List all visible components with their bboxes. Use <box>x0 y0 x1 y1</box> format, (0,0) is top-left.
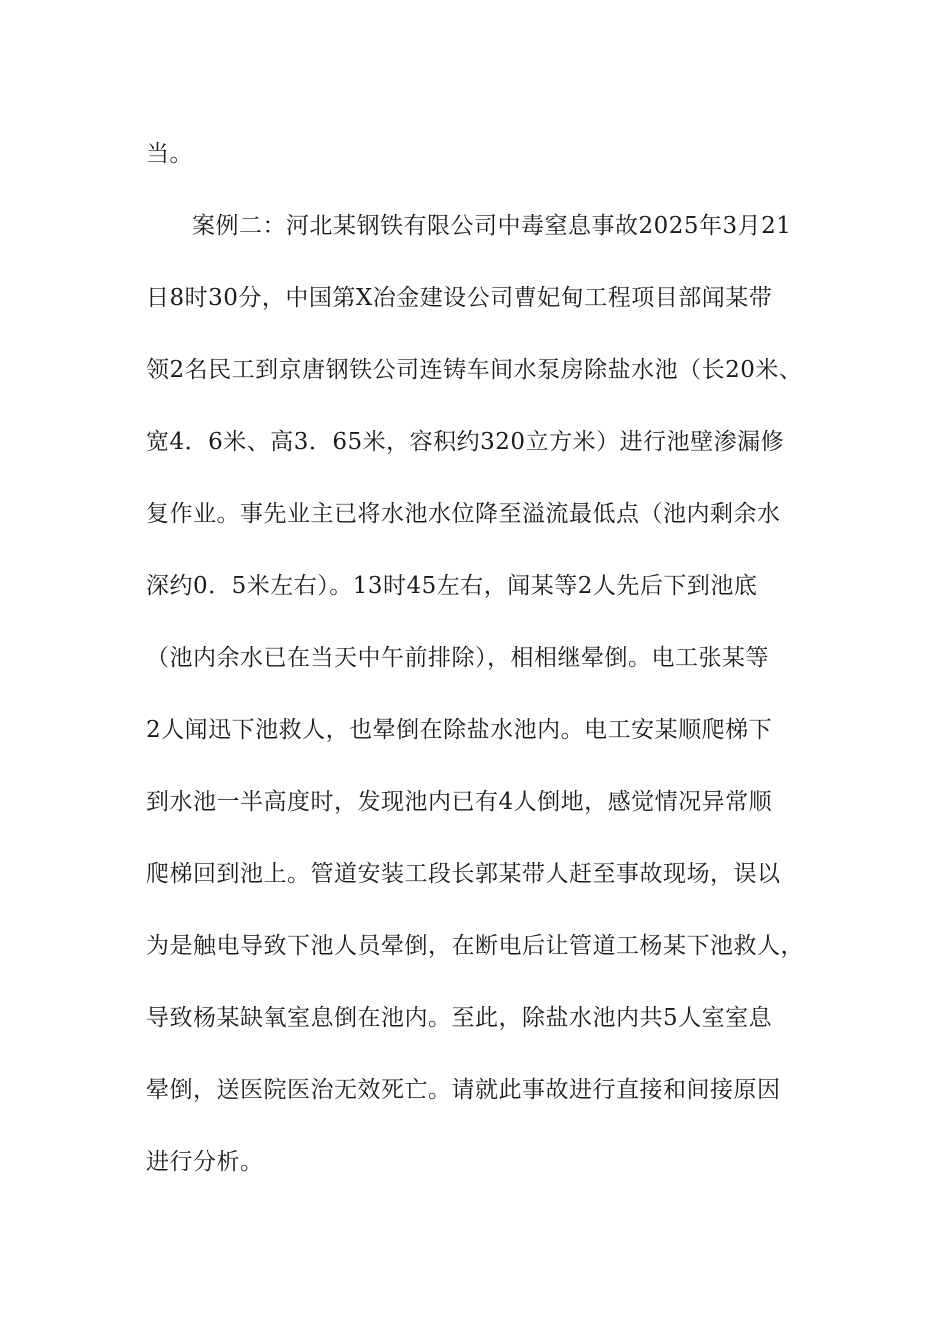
text-line: 当。 <box>146 141 193 167</box>
text-line: 晕倒，送医院医治无效死亡。请就此事故进行直接和间接原因 <box>146 1077 781 1103</box>
text-line: （池内余水已在当天中午前排除），相相继晕倒。电工张某等 <box>146 645 769 671</box>
text-line: 宽4．6米、高3．65米，容积约320立方米）进行池壁渗漏修 <box>146 429 785 455</box>
case-heading-line: 案例二：河北某钢铁有限公司中毒窒息事故2025年3月21 <box>192 213 792 239</box>
text-line: 领2名民工到京唐钢铁公司连铸车间水泵房除盐水池（长20米、 <box>146 357 803 383</box>
text-line: 进行分析。 <box>146 1149 264 1175</box>
text-line: 复作业。事先业主已将水池水位降至溢流最低点（池内剩余水 <box>146 501 781 527</box>
text-line: 日8时30分，中国第X冶金建设公司曹妃甸工程项目部闻某带 <box>146 285 773 311</box>
text-line: 导致杨某缺氧室息倒在池内。至此，除盐水池内共5人室室息 <box>146 1005 773 1031</box>
text-line: 为是触电导致下池人员晕倒，在断电后让管道工杨某下池救人， <box>146 933 804 959</box>
text-line: 爬梯回到池上。管道安装工段长郭某带人赶至事故现场，误以 <box>146 861 781 887</box>
text-line: 深约0．5米左右）。13时45左右，闻某等2人先后下到池底 <box>146 573 758 599</box>
text-line: 到水池一半高度时，发现池内已有4人倒地，感觉情况异常顺 <box>146 789 773 815</box>
text-line: 2人闻迅下池救人，也晕倒在除盐水池内。电工安某顺爬梯下 <box>146 717 773 743</box>
